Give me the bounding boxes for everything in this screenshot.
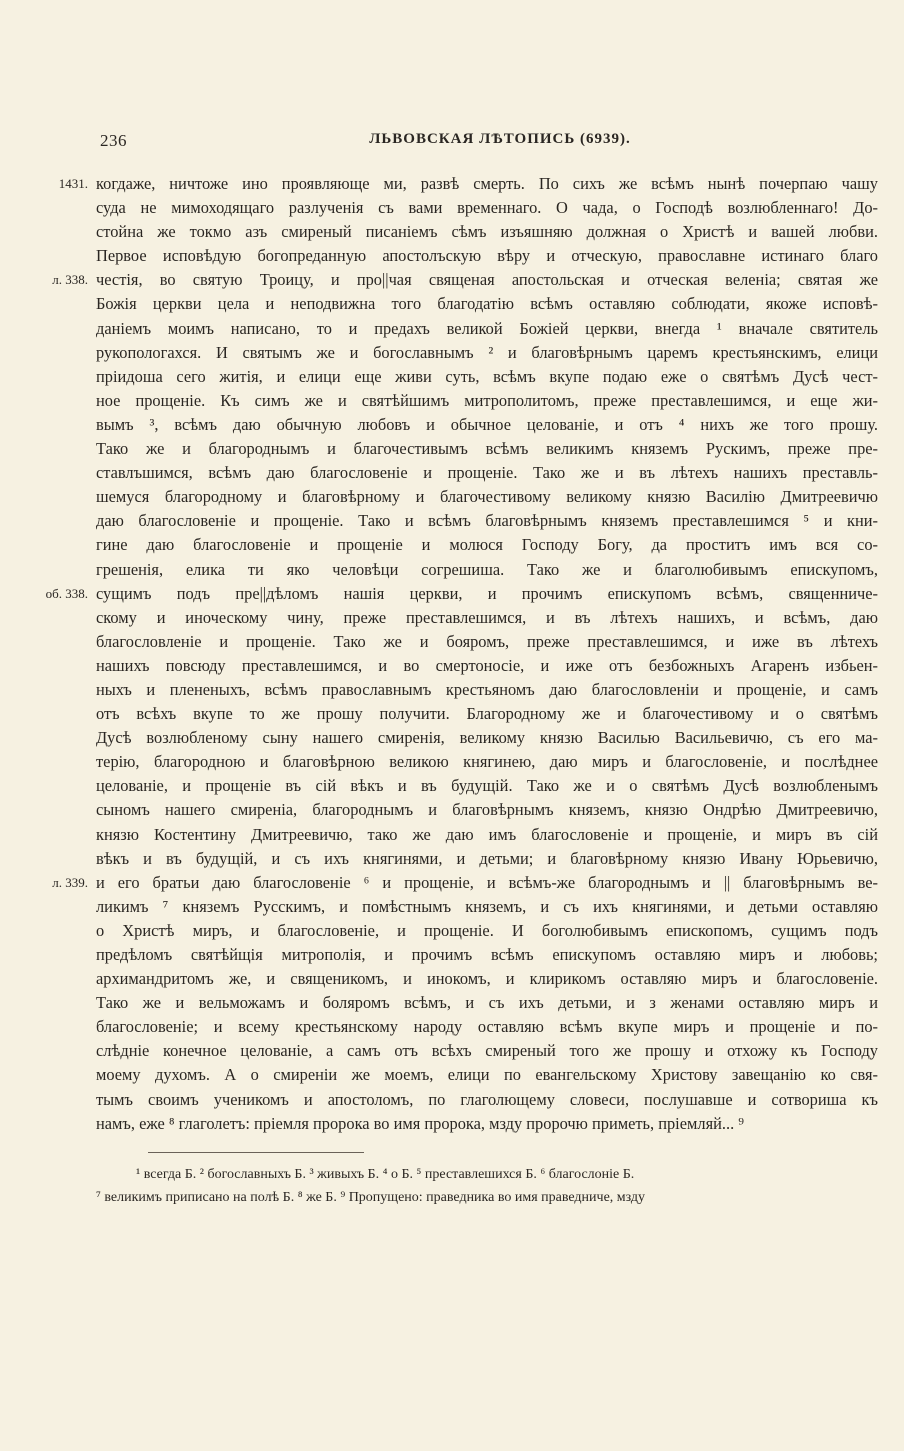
line-text: целованіе, и прощеніе въ сій вѣкъ и въ будущій. Тако же и о святѣмъ Дусѣ возлюбленымъ [96,776,878,796]
text-line [96,726,878,750]
footnote-line: ⁷ великимъ приписано на полѣ Б. ⁸ же Б. ⁹ Пропущено: праведника во имя праведниче, мзду [96,1190,646,1205]
text-line [96,1063,878,1087]
text-line [96,220,878,244]
line-text: Тако же и благороднымъ и благочестивымъ всѣмъ великимъ княземъ Рускимъ, преже пре- [96,439,878,459]
page-header [100,131,880,153]
line-text: благословеніе; и всему крестьянскому народу оставляю всѣмъ вкупе миръ и прощеніе и по- [96,1017,878,1037]
line-text: ныхъ и плененыхъ, всѣмъ православнымъ крестьяномъ даю благословленіи и прощеніе, и самъ [96,679,878,699]
main-text [45,172,878,1136]
line-text: намъ, еже ⁸ глаголетъ: пріемля пророка во имя пророка, мзду пророчю приметь, пріемляй... ⁹ [96,1113,744,1133]
footnote-divider [148,1152,364,1153]
margin-note: л. 338. [52,272,88,288]
text-line [96,196,878,220]
text-line [96,1039,878,1063]
text-line [96,341,878,365]
line-text: скому и иноческому чину, преже преставлешимся, и въ лѣтехъ нашихъ, и всѣмъ, даю [96,607,878,627]
text-line [96,437,878,461]
text-line [96,509,878,533]
line-text: Дусѣ возлюбленому сыну нашего смиренія, великому князю Василью Васильевичю, съ его ма- [96,728,878,748]
line-text: моему духомъ. А о смиреніи же моемъ, елици по евангельскому Христову завещанію ко свя- [96,1065,878,1085]
line-text: тымъ своимъ ученикомъ и апостоломъ, по глаголющему словеси, послушавше и сотворишa къ [96,1089,878,1109]
line-text: вѣкъ и въ будущій, и съ ихъ княгинями, и детьми; и благовѣрному князю Ивану Юрьевичю, [96,848,878,868]
text-line [96,389,878,413]
line-text: архимандритомъ же, и священикомъ, и инокомъ, и клирикомъ оставляю миръ и благословеніе. [96,969,878,989]
text-line [96,750,878,774]
line-text: грешенія, елика ти яко человѣци согрешиша. Тако же и благолюбивымъ епискупомъ, [96,559,878,579]
line-text: стойна же токмо азъ смиреный писаніемъ сѣмъ изъяшняю должная о Христѣ и вашей любви. [96,222,878,242]
line-text: и его братьи даю благословеніе ⁶ и прощеніе, и всѣмъ-же благороднымъ и || благовѣрнымъ ве- [96,872,878,892]
text-line [96,630,878,654]
line-text: рукопологахся. И святымъ же и богославнымъ ² и благовѣрнымъ царемъ крестьянскимъ, елици [96,342,878,362]
line-text: терію, благородною и благовѣрною великою княгинею, даю миръ и благословеніе, и послѣднее [96,752,878,772]
text-line [96,919,878,943]
text-line [96,558,878,582]
line-text: вымъ ³, всѣмъ даю обычную любовъ и обычное целованіе, и отъ ⁴ нихъ же того прошу. [96,414,878,434]
text-line [96,461,878,485]
line-text: благословленіе и прощеніе. Тако же и бояромъ, преже преставлешимся, и иже въ лѣтехъ [96,631,878,651]
line-text: честія, во святую Троицу, и про||чая священая апостольская и отческая веленіа; святая же [96,270,878,290]
text-line [96,967,878,991]
text-line [96,678,878,702]
line-text: князю Костентину Дмитреевичю, тако же даю имъ благословеніе и прощеніе, и миръ въ сій [96,824,878,844]
line-text: ставлъшимся, всѣмъ даю благословеніе и прощеніе. Тако же и въ лѣтехъ нашихъ преставль- [96,463,878,483]
text-line [96,774,878,798]
line-text: гине даю благословеніе и прощеніе и молюся Господу Богу, да проститъ имъ вся со- [96,535,878,555]
text-line [96,413,878,437]
line-text: даніемъ моимъ написано, то и предахъ великой Божіей церкви, внегда ¹ вначале святитель [96,318,878,338]
text-line [96,1015,878,1039]
text-line [96,244,878,268]
line-text: Первое исповѣдую богопреданную апостолъскую вѣру и отческую, православне истинаго благо [96,246,878,266]
text-line [96,654,878,678]
line-text: о Христѣ миръ, и благословеніе, и прощеніе. И боголюбивымъ епископомъ, сущимъ подъ [96,920,878,940]
text-line [96,823,878,847]
page-number: 236 [100,131,127,150]
text-line [96,798,878,822]
line-text: Тако же и вельможамъ и боляромъ всѣмъ, и съ ихъ детьми, и з женами оставляю миръ и [96,993,878,1013]
line-text: суда не мимоходящаго разлученія съ вами временнаго. О чада, о Господѣ возлюбленнаго! До- [96,198,878,218]
text-line [96,1112,878,1136]
text-line [96,895,878,919]
line-text: шемуся благородному и благовѣрному и благочестивому великому князю Василію Дмитреевичю [96,487,878,507]
text-line [52,268,878,292]
line-text: слѣдніе конечное целованіе, а самъ отъ всѣхъ смиреный того же прошу и отхожу къ Господу [96,1041,878,1061]
margin-note: об. 338. [45,585,88,601]
text-line [96,606,878,630]
text-line [52,871,878,895]
line-text: нашихъ повсюду преставлешимся, и во смертоносіе, и иже отъ безбожныхъ Агаренъ избьен- [96,655,878,675]
line-text: когдаже, ничтоже ино проявляюще ми, развѣ смерть. По сихъ же всѣмъ нынѣ почерпаю чашу [96,174,878,193]
line-text: сыномъ нашего смиреніа, благороднымъ и благовѣрнымъ княземъ, князю Ондрѣю Дмитреевичю, [96,800,878,820]
text-line [45,582,878,606]
text-line [96,991,878,1015]
text-line [96,702,878,726]
line-text: предѣломъ святѣйщія митрополія, и прочимъ всѣмъ епискупомъ оставляю миръ и любовь; [96,945,878,964]
text-line [96,1088,878,1112]
line-text: отъ всѣхъ вкупе то же прошу получити. Благородному же и благочестивому и о святѣмъ [96,704,878,724]
running-title: ЛЬВОВСКАЯ ЛѢТОПИСЬ (6939). [369,131,631,147]
line-text: сущимъ подъ пре||дѣломъ нашія церкви, и прочимъ епискупомъ всѣмъ, священниче- [96,583,878,603]
line-text: пріидоша сего житія, и елици еще живи суть, всѣмъ вкупе подаю еже о святѣмъ Дусѣ чест- [96,366,878,386]
margin-note: 1431. [58,176,88,191]
text-line [96,847,878,871]
text-line [96,292,878,316]
line-text: Божія церкви цела и неподвижна того благодатію всѣмъ оставляю соблюдати, якоже исповѣ- [96,294,878,314]
line-text: даю благословеніе и прощеніе. Тако и всѣмъ благовѣрнымъ княземъ преставлешимся ⁵ и кни- [96,511,878,531]
margin-note: л. 339. [52,874,88,890]
text-line [96,943,878,967]
text-line [58,172,878,196]
text-line [96,317,878,341]
text-line [96,533,878,557]
text-line [96,365,878,389]
line-text: ное прощеніе. Къ симъ же и святѣйшимъ митрополитомъ, преже преставлешимся, и еще жи- [96,390,878,410]
footnote-line: ¹ всегда Б. ² богославныхъ Б. ³ живыхъ Б. ⁴ о Б. ⁵ преставлешихся Б. ⁶ благослоніе Б. [136,1167,635,1182]
footnotes [96,1163,878,1209]
line-text: ликимъ ⁷ княземъ Русскимъ, и помѣстнымъ княземъ, и съ ихъ княгинями, и детьми оставляю [96,896,878,916]
text-line [96,485,878,509]
